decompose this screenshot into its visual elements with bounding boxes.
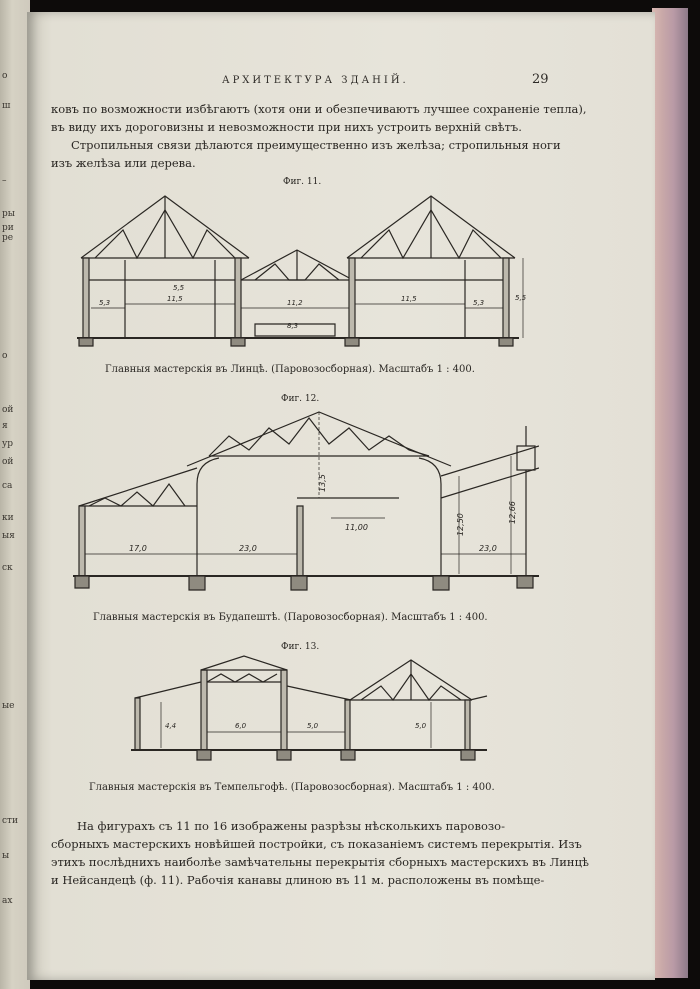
margin-fragment: ры xyxy=(2,209,15,219)
dimension-label: 13,5 xyxy=(318,474,327,492)
margin-fragment: ки xyxy=(2,513,14,523)
margin-fragment: о xyxy=(2,71,8,81)
book-edge xyxy=(652,8,688,978)
dimension-label: 6,0 xyxy=(235,722,247,730)
figure-caption: Главныя мастерскія въ Линцѣ. (Паровозосборная). Масштабъ 1 : 400. xyxy=(105,364,475,375)
figure-11-drawing xyxy=(75,190,535,350)
dimension-label: 11,5 xyxy=(167,295,183,303)
figure-caption: Главныя мастерскія въ Темпельгофѣ. (Паровозосборная). Масштабъ 1 : 400. xyxy=(89,782,495,793)
intro-line: Стропильныя связи дѣлаются преимущественно изъ желѣза; стропильныя ноги xyxy=(71,138,561,152)
dimension-label: 5,3 xyxy=(99,299,111,307)
margin-fragment: ш xyxy=(2,101,11,111)
margin-fragment: ой xyxy=(2,457,14,467)
dimension-label: 17,0 xyxy=(129,544,147,553)
figure-label: Фиг. 13. xyxy=(281,642,320,652)
margin-fragment: ри xyxy=(2,223,14,233)
dimension-label: 5,3 xyxy=(473,299,485,307)
dimension-label: 5,5 xyxy=(515,294,527,302)
dimension-label: 8,3 xyxy=(287,322,299,330)
intro-line: ковъ по возможности избѣгаютъ (хотя они и обезпечиваютъ лучшее сохраненіе тепла), xyxy=(51,102,587,116)
margin-fragment: ур xyxy=(2,439,14,449)
figure-12-drawing xyxy=(69,406,539,596)
margin-fragment: я xyxy=(2,421,8,431)
book-page xyxy=(27,12,655,980)
figure-label: Фиг. 11. xyxy=(283,177,322,187)
margin-fragment: ыя xyxy=(2,531,15,541)
margin-fragment: ые xyxy=(2,701,15,711)
dimension-label: 11,2 xyxy=(287,299,303,307)
intro-line: въ виду ихъ дороговизны и невозможности при нихъ устроить верхній свѣтъ. xyxy=(51,120,522,134)
running-head: АРХИТЕКТУРА ЗДАНІЙ. xyxy=(222,75,409,86)
dimension-label: 4,4 xyxy=(165,722,177,730)
figure-label: Фиг. 12. xyxy=(281,394,320,404)
figure-13-drawing xyxy=(131,652,491,772)
intro-line: изъ желѣза или дерева. xyxy=(51,156,196,170)
margin-fragment: ре xyxy=(2,233,14,243)
dimension-label: 12,66 xyxy=(508,501,517,524)
margin-fragment: ой xyxy=(2,405,14,415)
dimension-label: 11,5 xyxy=(401,295,417,303)
margin-fragment: сти xyxy=(2,816,19,826)
dimension-label: 12,50 xyxy=(456,513,465,536)
margin-fragment: о xyxy=(2,351,8,361)
figure-caption: Главныя мастерскія въ Будапештѣ. (Паровозосборная). Масштабъ 1 : 400. xyxy=(93,612,488,623)
dimension-label: 5,0 xyxy=(415,722,427,730)
margin-fragment: – xyxy=(2,176,7,186)
margin-fragment: ах xyxy=(2,896,13,906)
page-number: 29 xyxy=(532,72,549,87)
dimension-label: 5,0 xyxy=(307,722,319,730)
body-line: этихъ послѣднихъ наиболѣе замѣчательны перекрытія сборныхъ мастерскихъ въ Линцѣ xyxy=(51,855,589,869)
body-line: и Нейсандецѣ (ф. 11). Рабочія канавы длиною въ 11 м. расположены въ помѣще- xyxy=(51,873,545,887)
dimension-label: 23,0 xyxy=(239,544,257,553)
facing-page-edge xyxy=(0,0,30,989)
dimension-label: 5,5 xyxy=(173,284,185,292)
body-line: сборныхъ мастерскихъ новѣйшей постройки, съ показаніемъ системъ перекрытія. Изъ xyxy=(51,837,582,851)
margin-fragment: ск xyxy=(2,563,13,573)
body-line: На фигурахъ съ 11 по 16 изображены разрѣзы нѣсколькихъ паровозо- xyxy=(77,819,505,833)
margin-fragment: ы xyxy=(2,851,10,861)
margin-fragment: са xyxy=(2,481,13,491)
dimension-label: 11,00 xyxy=(345,523,368,532)
dimension-label: 23,0 xyxy=(479,544,497,553)
